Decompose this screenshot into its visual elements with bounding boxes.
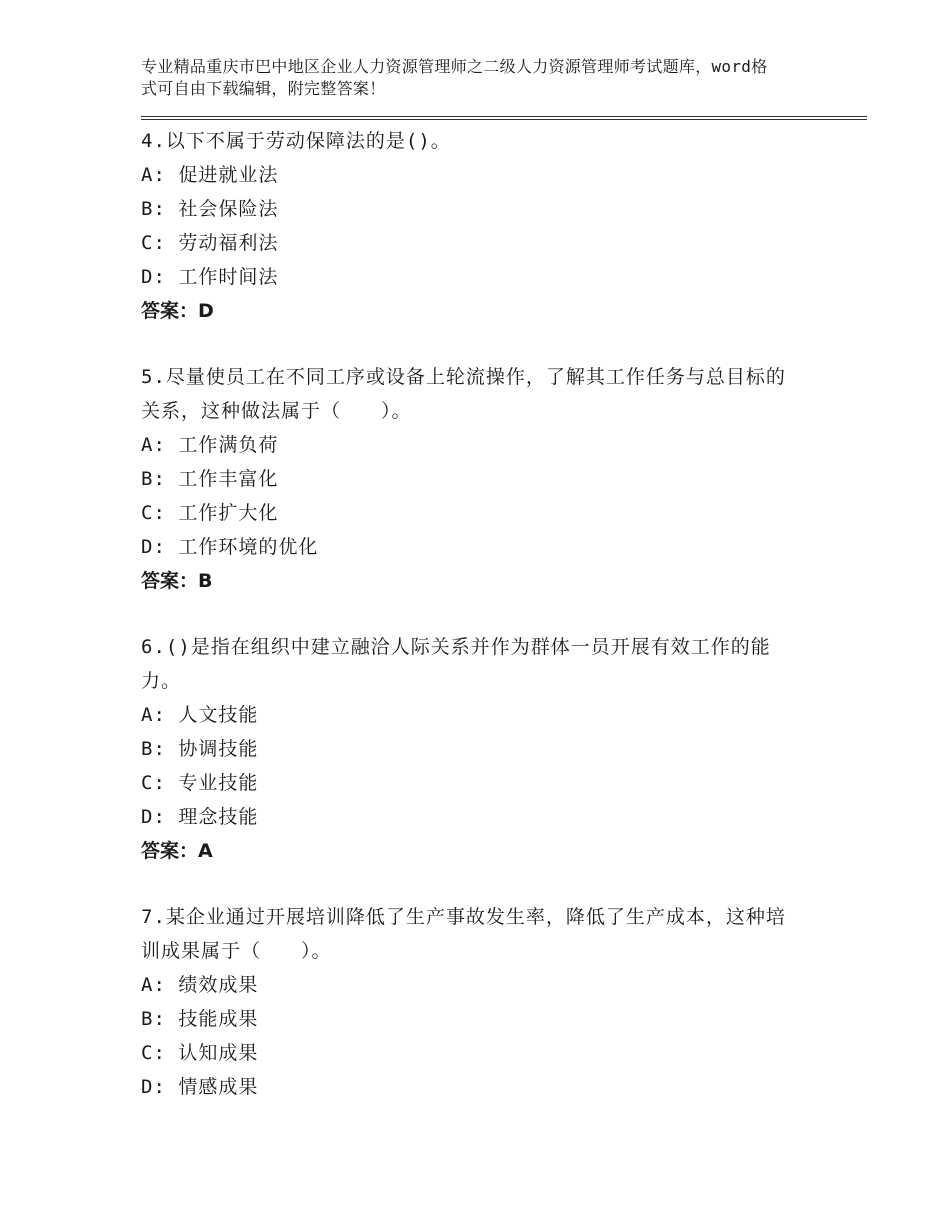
option-b: B: 协调技能 [141, 738, 259, 760]
option-a: A: 工作满负荷 [141, 434, 279, 456]
question-text: 7.某企业通过开展培训降低了生产事故发生率，降低了生产成本，这种培训成果属于（ ）。 [141, 906, 786, 962]
document-page [141, 56, 867, 1104]
document-header: 专业精品重庆市巴中地区企业人力资源管理师之二级人力资源管理师考试题库，word格式可自由下载编辑，附完整答案！ [141, 57, 768, 98]
question-text: 5.尽量使员工在不同工序或设备上轮流操作，了解其工作任务与总目标的关系，这种做法属于（ ）。 [141, 366, 786, 422]
option-d: D: 理念技能 [141, 806, 259, 828]
option-c: C: 劳动福利法 [141, 232, 279, 254]
question-4 [141, 124, 867, 328]
option-c: C: 认知成果 [141, 1042, 259, 1064]
option-a: A: 促进就业法 [141, 164, 279, 186]
answer-line: 答案：D [141, 300, 214, 322]
option-d: D: 工作环境的优化 [141, 536, 319, 558]
option-b: B: 社会保险法 [141, 198, 279, 220]
answer-line: 答案：A [141, 840, 213, 862]
question-5 [141, 360, 867, 598]
option-c: C: 工作扩大化 [141, 502, 279, 524]
option-a: A: 人文技能 [141, 704, 259, 726]
option-b: B: 工作丰富化 [141, 468, 279, 490]
question-7 [141, 900, 867, 1104]
option-a: A: 绩效成果 [141, 974, 259, 996]
option-c: C: 专业技能 [141, 772, 259, 794]
question-text: 4.以下不属于劳动保障法的是()。 [141, 130, 451, 152]
option-d: D: 工作时间法 [141, 266, 279, 288]
question-text: 6.()是指在组织中建立融洽人际关系并作为群体一员开展有效工作的能力。 [141, 636, 771, 692]
question-6 [141, 630, 867, 868]
answer-line: 答案：B [141, 570, 213, 592]
option-d: D: 情感成果 [141, 1076, 259, 1098]
option-b: B: 技能成果 [141, 1008, 259, 1030]
header-divider [141, 116, 867, 122]
